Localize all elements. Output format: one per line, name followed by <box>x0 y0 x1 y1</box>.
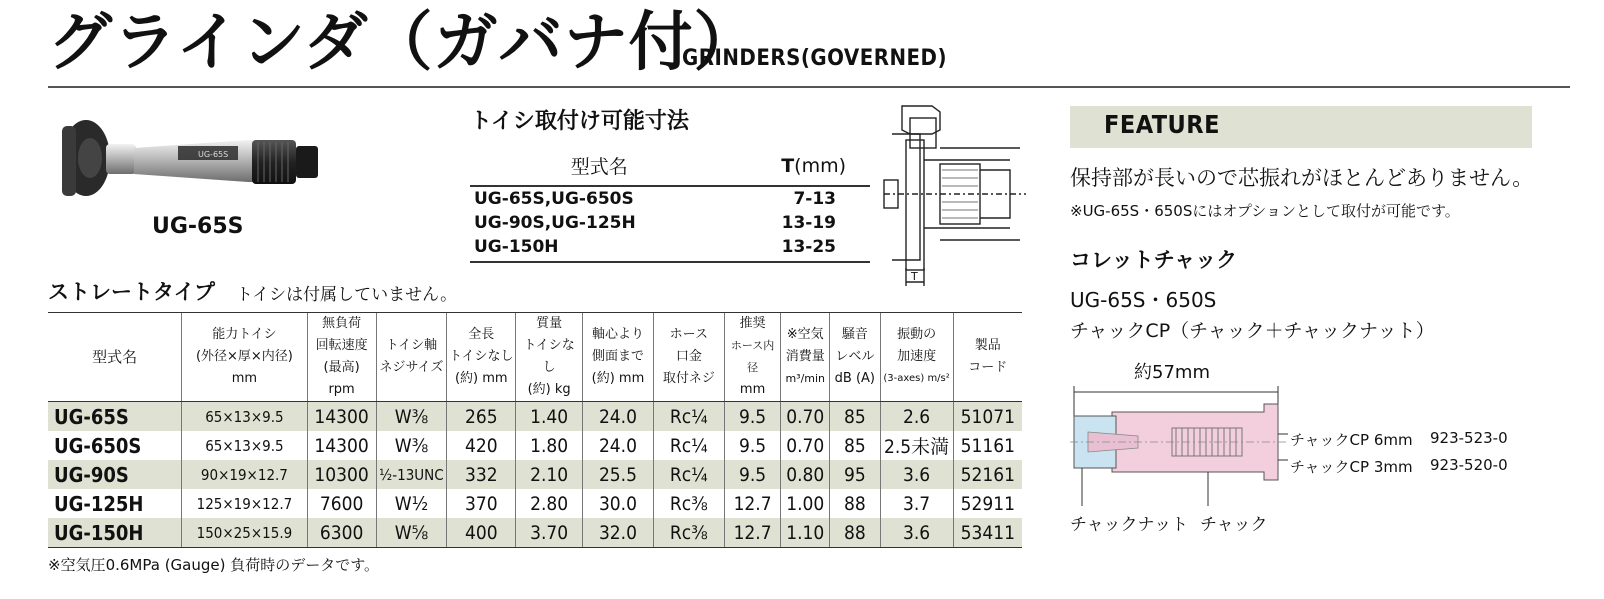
feature-note: ※UG-65S・650Sにはオプションとして取付が可能です。 <box>1070 202 1460 220</box>
collet-chuck-models: UG-65S・650S <box>1070 288 1217 312</box>
chuck-label: チャック <box>1200 515 1268 535</box>
feature-text: 保持部が長いので芯振れがほとんどありません。 <box>1070 166 1534 190</box>
feature-label: FEATURE <box>1104 110 1220 139</box>
table-row: UG-650S 65×13×9.5 14300 W⅜ 420 1.80 24.0 Rc¼ 9.5 0.70 85 2.5未満 51161 <box>48 431 1022 460</box>
table-row: UG-125H 125×19×12.7 7600 W½ 370 2.80 30.0 Rc⅜ 12.7 1.00 88 3.7 52911 <box>48 489 1022 518</box>
toishi-section-title: トイシ取付け可能寸法 <box>470 109 689 134</box>
page-title: グラインダ（ガバナ付） <box>48 6 759 80</box>
chuck-cp-6mm-code: 923-523-0 <box>1430 429 1508 447</box>
table-row: UG-90S 90×19×12.7 10300 ½-13UNC 332 2.10 25.5 Rc¼ 9.5 0.80 95 3.6 52161 <box>48 460 1022 489</box>
grinder-product-image <box>48 118 338 214</box>
col-wheel: 能力トイシ (外径×厚×内径) mm <box>182 313 308 402</box>
table-row: UG-65S,UG-650S 7-13 <box>474 189 836 209</box>
col-thread: トイシ軸 ネジサイズ <box>376 313 447 402</box>
product-engraving: UG-65S <box>198 150 229 159</box>
col-weight: 質量 トイシなし (約) kg <box>516 313 583 402</box>
col-hose-id: 推奨 ホース内径 mm <box>724 313 781 402</box>
diagram-t-label: T <box>911 270 918 283</box>
chuck-cp-3mm-code: 923-520-0 <box>1430 456 1508 474</box>
chuck-cp-3mm-label: チャックCP 3mm <box>1290 458 1413 476</box>
toishi-dimension-table <box>470 146 870 263</box>
spec-footnote: ※空気圧0.6MPa (Gauge) 負荷時のデータです。 <box>48 556 380 574</box>
table-row: UG-150H 13-25 <box>470 235 870 262</box>
table-row: UG-65S 65×13×9.5 14300 W⅜ 265 1.40 24.0 Rc¼ 9.5 0.70 85 2.6 51071 <box>48 402 1022 432</box>
col-length: 全長 トイシなし (約) mm <box>447 313 516 402</box>
table-row: UG-90S,UG-125H 13-19 <box>474 213 836 233</box>
toishi-col-t: T(mm) <box>729 146 870 186</box>
product-model-label: UG-65S <box>152 214 244 239</box>
collet-chuck-diagram <box>1068 382 1288 506</box>
page-subtitle: GRINDERS(GOVERNED) <box>682 46 948 71</box>
col-noise: 騒音 レベル dB (A) <box>830 313 881 402</box>
col-code: 製品 コード <box>953 313 1022 402</box>
straight-type-note: トイシは付属していません。 <box>236 285 458 305</box>
col-hose: ホース 口金 取付ネジ <box>653 313 724 402</box>
chuck-cp-6mm-label: チャックCP 6mm <box>1290 431 1413 449</box>
col-air: ※空気 消費量 m³/min <box>781 313 830 402</box>
toishi-col-model: 型式名 <box>470 146 729 186</box>
collet-chuck-description: チャックCP（チャック＋チャックナット） <box>1070 320 1435 342</box>
wheel-mount-diagram <box>880 100 1030 300</box>
header-rule <box>48 86 1570 88</box>
col-model: 型式名 <box>48 313 182 402</box>
collet-dimension-label: 約57mm <box>1134 362 1210 383</box>
col-speed: 無負荷 回転速度 (最高) rpm <box>307 313 376 402</box>
collet-chuck-title: コレットチャック <box>1070 248 1238 272</box>
chuck-nut-label: チャックナット <box>1070 515 1189 535</box>
straight-type-title: ストレートタイプ <box>48 280 215 304</box>
table-row: UG-150H 150×25×15.9 6300 W⅝ 400 3.70 32.0 Rc⅜ 12.7 1.10 88 3.6 53411 <box>48 518 1022 548</box>
spec-header-row <box>48 313 1022 402</box>
spec-table <box>48 312 1022 548</box>
col-vibration: 振動の 加速度 (3-axes) m/s² <box>880 313 953 402</box>
col-side: 軸心より 側面まで (約) mm <box>583 313 654 402</box>
